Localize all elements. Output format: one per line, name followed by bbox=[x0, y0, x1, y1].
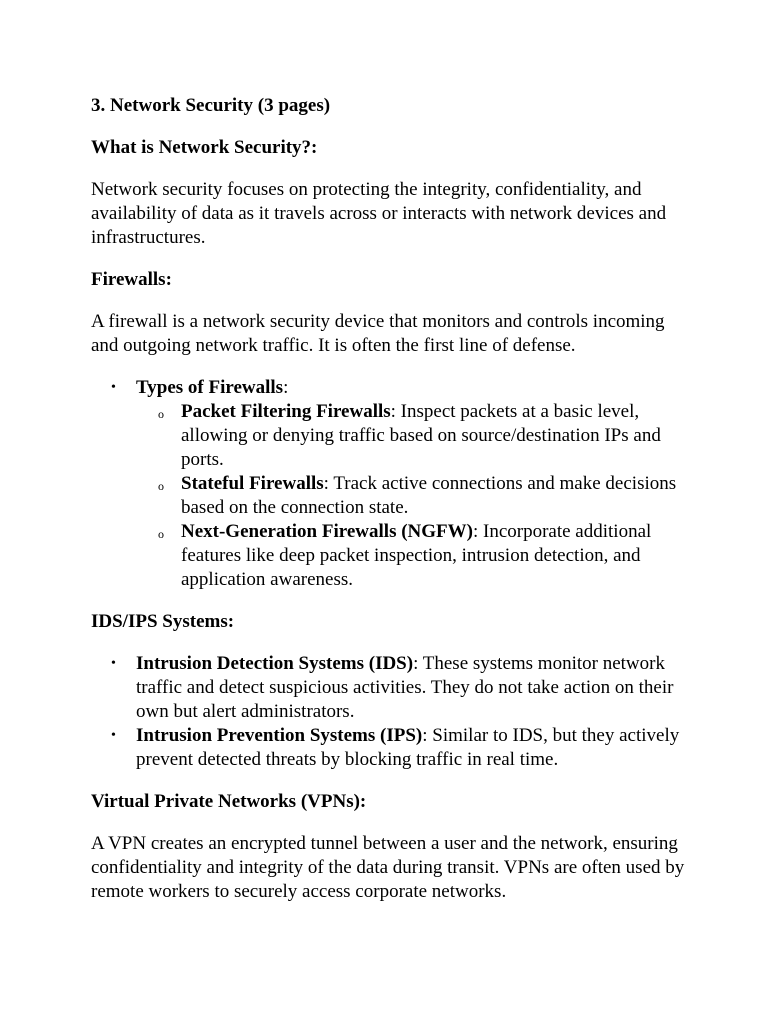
document-page bbox=[91, 94, 691, 904]
firewall-types-sublist bbox=[136, 400, 691, 592]
bullet-icon: • bbox=[111, 728, 116, 743]
item-term: Intrusion Prevention Systems (IPS) bbox=[136, 725, 423, 746]
item-desc: : Track active connections and make decisions based on the connection state. bbox=[181, 473, 677, 518]
list-item bbox=[136, 400, 691, 472]
firewalls-heading: Firewalls: bbox=[91, 269, 172, 290]
types-label: Types of Firewalls bbox=[136, 377, 284, 398]
vpn-heading: Virtual Private Networks (VPNs): bbox=[91, 791, 367, 812]
item-desc: : Similar to IDS, but they actively prevent detected threats by blocking traffic in real time. bbox=[136, 725, 680, 770]
ids-ips-list bbox=[91, 652, 691, 772]
list-item bbox=[91, 652, 691, 724]
vpn-paragraph: A VPN creates an encrypted tunnel between a user and the network, ensuring confidentiality and integrity of the data during transit. VPNs are often used by remote workers to securely access corporate networks. bbox=[91, 833, 685, 902]
list-item bbox=[91, 376, 691, 592]
item-term: Next-Generation Firewalls (NGFW) bbox=[181, 521, 473, 542]
types-suffix: : bbox=[283, 377, 289, 398]
what-heading: What is Network Security?: bbox=[91, 137, 318, 158]
firewall-types-list bbox=[91, 376, 691, 592]
list-item bbox=[91, 724, 691, 772]
bullet-icon: • bbox=[111, 656, 116, 671]
item-desc: : Incorporate additional features like deep packet inspection, intrusion detection, and application awareness. bbox=[181, 521, 652, 590]
list-item bbox=[136, 472, 691, 520]
sub-bullet-icon: o bbox=[158, 407, 164, 421]
item-term: Packet Filtering Firewalls bbox=[181, 401, 391, 422]
item-desc: : These systems monitor network traffic and detect suspicious activities. They do not take action on their own but alert administrators. bbox=[136, 653, 674, 722]
what-paragraph: Network security focuses on protecting the integrity, confidentiality, and availability of data as it travels across or interacts with network devices and infrastructures. bbox=[91, 179, 667, 248]
section-title: 3. Network Security (3 pages) bbox=[91, 95, 331, 116]
list-item bbox=[136, 520, 691, 592]
bullet-icon: • bbox=[111, 380, 116, 395]
item-desc: : Inspect packets at a basic level, allowing or denying traffic based on source/destination IPs and ports. bbox=[181, 401, 661, 470]
item-term: Intrusion Detection Systems (IDS) bbox=[136, 653, 414, 674]
sub-bullet-icon: o bbox=[158, 479, 164, 493]
sub-bullet-icon: o bbox=[158, 527, 164, 541]
firewalls-paragraph: A firewall is a network security device that monitors and controls incoming and outgoing network traffic. It is often the first line of defense. bbox=[91, 311, 665, 356]
ids-heading: IDS/IPS Systems: bbox=[91, 611, 235, 632]
item-term: Stateful Firewalls bbox=[181, 473, 324, 494]
